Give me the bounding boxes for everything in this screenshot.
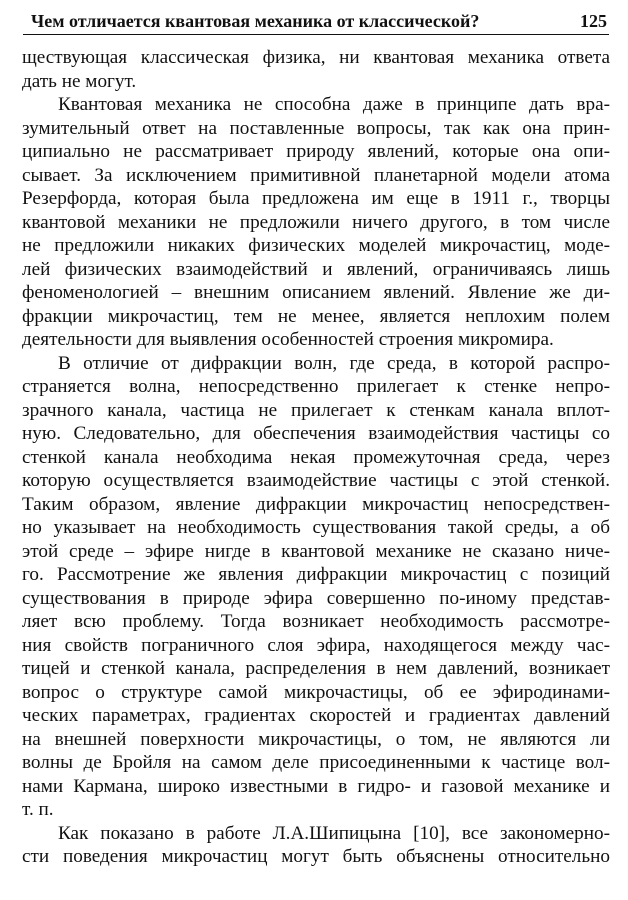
text-line: фракции микрочастиц, тем не менее, является неплохим полем <box>22 305 610 327</box>
text-line: лей физических взаимодействий и явлений, ограничиваясь лишь <box>22 258 610 280</box>
text-line: В отличие от дифракции волн, где среда, в которой распро- <box>58 352 610 374</box>
text-line: т. п. <box>22 799 54 820</box>
text-line: дать не могут. <box>22 70 137 92</box>
text-line: квантовой механики не предложили ничего другого, в том числе <box>22 211 610 233</box>
text-line: зумительный ответ на поставленные вопросы, так как она прин- <box>22 117 610 139</box>
text-line: на внешней поверхности микрочастицы, о том, не являются ли <box>22 728 610 750</box>
body-text <box>22 46 610 869</box>
text-line: Таким образом, явление дифракции микрочастиц непосредствен- <box>22 493 610 515</box>
text-line: Квантовая механика не способна даже в принципе дать вра- <box>58 94 610 115</box>
text-line: ществующая классическая физика, ни квантовая механика ответа <box>22 47 610 68</box>
text-line: Резерфорда, которая была предложена им еще в 1911 г., творцы <box>22 188 610 209</box>
text-line: ципиально не рассматривает природу явлений, которые она опи- <box>22 141 610 162</box>
text-line: ния свойств пограничного слоя эфира, находящегося между час- <box>22 634 610 656</box>
text-line: волны де Бройля на самом деле присоединенными к частице вол- <box>22 752 610 773</box>
text-line: сывает. За исключением примитивной планетарной модели атома <box>22 164 610 186</box>
text-line: стенкой канала необходима некая промежуточная среда, через <box>22 446 610 468</box>
text-line: ную. Следовательно, для обеспечения взаимодействия частицы со <box>22 423 610 444</box>
text-line: страняется волна, непосредственно прилегает к стенке непро- <box>22 376 610 397</box>
text-line: ческих параметрах, градиентах скоростей и градиентах давлений <box>22 705 610 726</box>
text-line: Как показано в работе Л.А.Шипицына [10], все закономерно- <box>58 822 610 844</box>
running-header <box>23 10 609 35</box>
text-line: го. Рассмотрение же явления дифракции микрочастиц с позиций <box>22 564 610 585</box>
page-number: 125 <box>580 11 607 31</box>
text-line: феноменологией – внешним описанием явлений. Явление же ди- <box>22 282 610 303</box>
text-line: этой среде – эфире нигде в квантовой механике не сказано ниче- <box>22 540 610 562</box>
text-line: сти поведения микрочастиц могут быть объяснены относительно <box>22 846 610 867</box>
text-line: ляет всю проблему. Тогда возникает необходимость рассмотре- <box>22 611 610 632</box>
text-line: которую осуществляется взаимодействие частицы с этой стенкой. <box>22 470 610 491</box>
running-header-title: Чем отличается квантовая механика от классической? <box>31 11 480 31</box>
text-line: деятельности для выявления особенностей строения микромира. <box>22 329 554 350</box>
text-line: вопрос о структуре самой микрочастицы, об ее эфиродинами- <box>22 681 610 703</box>
text-line: зрачного канала, частица не прилегает к стенкам канала вплот- <box>22 399 610 421</box>
text-line: нами Кармана, широко известными в гидро- и газовой механике и <box>22 775 610 797</box>
text-line: существования в природе эфира совершенно по-иному представ- <box>22 587 610 609</box>
text-line: но указывает на необходимость существования такой среды, а об <box>22 517 610 538</box>
text-line: тицей и стенкой канала, распределения в нем давлений, возникает <box>22 658 610 679</box>
text-line: не предложили никаких физических моделей микрочастиц, моде- <box>22 235 610 256</box>
